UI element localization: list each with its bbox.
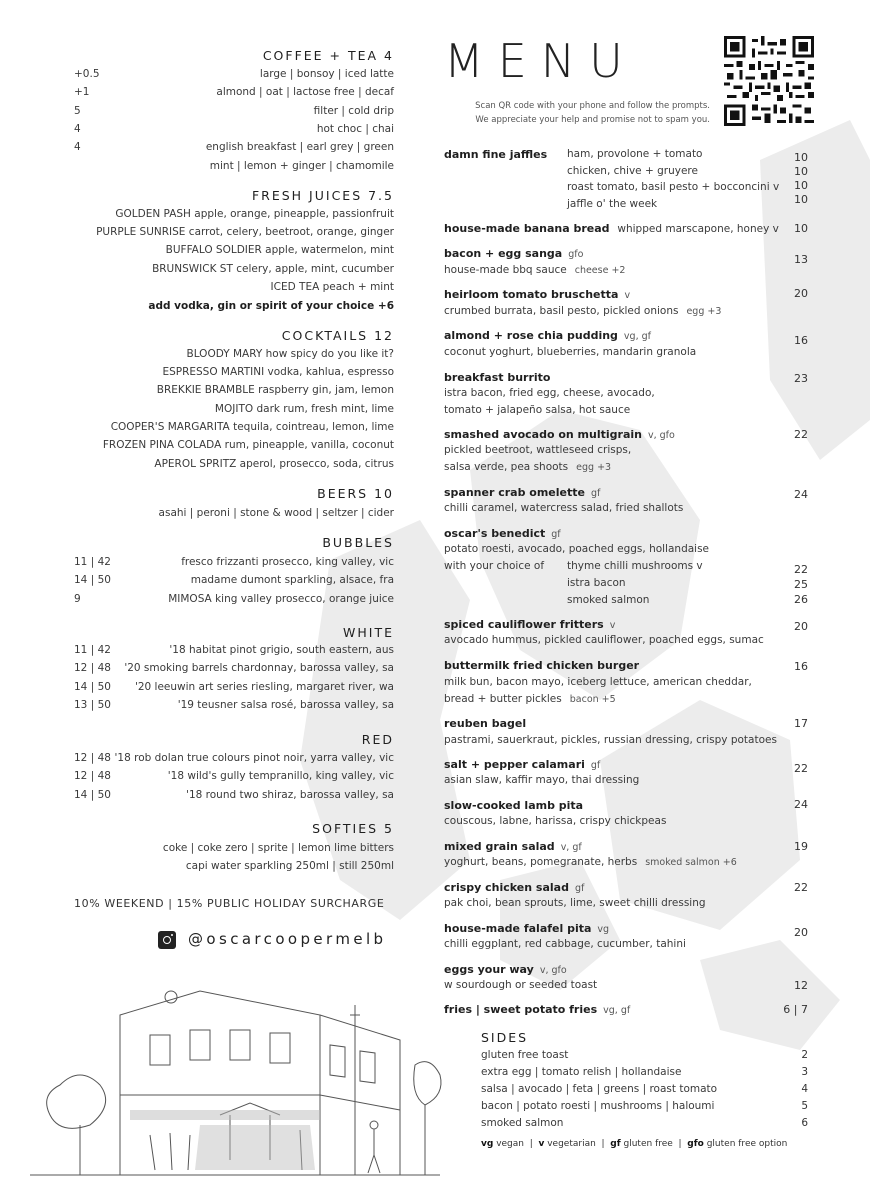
dish-falafel: [444, 922, 609, 935]
jaffle-option: roast tomato, basil pesto + bocconcini v: [567, 181, 780, 193]
cocktail-desc: tequila, cointreau, lemon, lime: [233, 421, 394, 433]
dish-avocado: [444, 428, 675, 441]
bubbles-row: [0, 556, 870, 574]
dish-addon: cheese +2: [574, 265, 626, 276]
juice-desc: peach + mint: [322, 281, 394, 293]
cocktail-row: [0, 439, 870, 457]
dish-desc: whipped marscapone, honey v: [617, 223, 779, 235]
dish-addon: egg +3: [686, 306, 722, 317]
dish-tag: gfo: [568, 249, 584, 260]
juice-desc: carrot, celery, beetroot, orange, ginger: [188, 226, 394, 238]
row-price: 4: [74, 123, 81, 135]
dish-tag: v, gf: [560, 842, 582, 853]
dish-addon: egg +3: [576, 462, 612, 473]
dish-price: 22: [794, 428, 808, 441]
row-items: hot choc | chai: [316, 123, 394, 135]
dish-tag: gf: [551, 529, 561, 540]
spirit-note-text: add vodka, gin or spirit of your choice +6: [148, 300, 394, 312]
juice-row: [0, 244, 870, 262]
row-items: filter | cold drip: [313, 105, 394, 117]
surcharge-note: 10% WEEKEND | 15% PUBLIC HOLIDAY SURCHARGE: [74, 897, 385, 910]
cocktail-name: BLOODY MARY: [186, 348, 263, 360]
dish-lamb: slow-cooked lamb pita: [444, 799, 584, 812]
dish-eggs: [444, 963, 567, 976]
beers-row: [0, 507, 870, 525]
row-items: english breakfast | earl grey | green: [205, 141, 394, 153]
dish-price: 12: [794, 979, 808, 992]
dish-desc: coconut yoghurt, blueberries, mandarin granola: [444, 346, 697, 358]
cocktail-row: [0, 384, 870, 402]
dish-desc: couscous, labne, harissa, crispy chickpeas: [444, 815, 667, 827]
qr-instruction: Scan QR code with your phone and follow the prompts.: [475, 101, 710, 111]
dish-desc: crumbed burrata, basil pesto, pickled onions: [444, 305, 679, 317]
dish-name: salt + pepper calamari: [444, 758, 585, 771]
dish-tag: gf: [590, 760, 601, 771]
softies-row: [0, 860, 870, 878]
red-row: [0, 770, 870, 788]
dish-desc-line: [444, 693, 616, 705]
side-price: 2: [801, 1049, 808, 1061]
dish-bagel: reuben bagel: [444, 717, 527, 730]
dish-price: 20: [794, 287, 808, 300]
dish-cauliflower: [444, 618, 615, 631]
legend-abbr: v: [538, 1139, 545, 1149]
row-items: '20 smoking barrels chardonnay, barossa valley, sa: [124, 662, 394, 674]
dish-name: house-made falafel pita: [444, 922, 592, 935]
row-items: fresco frizzanti prosecco, king valley, vic: [181, 556, 394, 568]
dish-tag: vg, gf: [603, 1005, 631, 1016]
row-price: 14 | 50: [74, 574, 111, 586]
dish-chia: [444, 329, 651, 342]
dish-tag: gf: [590, 488, 601, 499]
cocktail-desc: raspberry gin, jam, lemon: [258, 384, 394, 396]
jaffle-option: ham, provolone + tomato: [567, 148, 703, 160]
dish-fries: [444, 1003, 630, 1016]
cocktail-row: [0, 366, 870, 384]
juice-name: BRUNSWICK ST: [152, 263, 233, 275]
dish-desc: tomato + jalapeño salsa, hot sauce: [444, 404, 631, 416]
cocktail-name: MOJITO: [214, 403, 254, 415]
dish-price: 17: [794, 717, 808, 730]
qr-code[interactable]: [724, 36, 814, 126]
dish-benedict: [444, 527, 561, 540]
white-heading: WHITE: [343, 625, 394, 640]
side-row: smoked salmon: [481, 1117, 564, 1129]
dish-price: 10: [794, 222, 808, 235]
row-items: '19 teusner salsa rosé, barossa valley, sa: [177, 699, 394, 711]
dish-desc: chilli caramel, watercress salad, fried shallots: [444, 502, 684, 514]
qr-instruction: We appreciate your help and promise not to spam you.: [475, 115, 710, 125]
row-price: 11 | 42: [74, 556, 111, 568]
cocktail-row: [0, 458, 870, 476]
menu-title: MENU: [444, 34, 637, 88]
benedict-option: istra bacon: [567, 577, 626, 589]
dish-price: 22: [794, 563, 808, 576]
dish-name: oscar's benedict: [444, 527, 546, 540]
cocktail-name: ESPRESSO MARTINI: [162, 366, 265, 378]
dish-burrito: breakfast burrito: [444, 371, 551, 384]
cocktail-row: [0, 421, 870, 439]
legend-text: gluten free: [623, 1139, 673, 1149]
dish-desc: pastrami, sauerkraut, pickles, russian dressing, crispy potatoes: [444, 734, 777, 746]
legend-text: vegan: [496, 1139, 524, 1149]
dish-name: spiced cauliflower fritters: [444, 618, 604, 631]
dish-tag: v, gfo: [539, 965, 567, 976]
legend-abbr: gf: [610, 1139, 621, 1149]
cocktail-name: COOPER'S MARGARITA: [110, 421, 230, 433]
dish-price: 19: [794, 840, 808, 853]
row-price: 12 | 48: [74, 770, 111, 782]
dish-desc: istra bacon, fried egg, cheese, avocado,: [444, 387, 655, 399]
juice-desc: apple, orange, pineapple, passionfruit: [194, 208, 394, 220]
juice-row: [0, 263, 870, 281]
cocktail-row: [0, 403, 870, 421]
juice-desc: apple, watermelon, mint: [265, 244, 394, 256]
row-price: 14 | 50: [74, 681, 111, 693]
dish-price: 10: [794, 165, 808, 178]
bubbles-row: [0, 574, 870, 592]
juice-name: BUFFALO SOLDIER: [165, 244, 262, 256]
dish-desc: pickled beetroot, wattleseed crisps,: [444, 444, 632, 456]
dish-price: 24: [794, 488, 808, 501]
dish-burger: buttermilk fried chicken burger: [444, 659, 640, 672]
juice-name: PURPLE SUNRISE: [96, 226, 186, 238]
dish-price: 13: [794, 253, 808, 266]
side-price: 5: [801, 1100, 808, 1112]
cocktail-name: APEROL SPRITZ: [154, 458, 237, 470]
row-items: coke | coke zero | sprite | lemon lime bitters: [162, 842, 394, 854]
dish-price: 25: [794, 578, 808, 591]
dish-desc-line: [444, 264, 625, 276]
dish-sanga: [444, 247, 583, 260]
bubbles-row: [0, 593, 870, 611]
dish-desc: house-made bbq sauce: [444, 264, 567, 276]
cafe-building-illustration: [20, 985, 450, 1185]
row-items: madame dumont sparkling, alsace, fra: [190, 574, 394, 586]
dish-name: eggs your way: [444, 963, 534, 976]
legend-text: gluten free option: [706, 1139, 788, 1149]
dish-price: 10: [794, 193, 808, 206]
cocktail-desc: rum, pineapple, vanilla, coconut: [224, 439, 394, 451]
dish-name: almond + rose chia pudding: [444, 329, 618, 342]
cocktail-desc: dark rum, fresh mint, lime: [256, 403, 394, 415]
dish-desc: salsa verde, pea shoots: [444, 461, 569, 473]
row-price: +1: [74, 86, 90, 98]
dish-grain-salad: [444, 840, 582, 853]
row-items: large | bonsoy | iced latte: [259, 68, 394, 80]
red-heading: RED: [361, 732, 394, 747]
row-price: 4: [74, 141, 81, 153]
beers-items: asahi | peroni | stone & wood | seltzer | cider: [158, 507, 394, 519]
dish-name: heirloom tomato bruschetta: [444, 288, 619, 301]
white-row: [0, 699, 870, 717]
benedict-option: thyme chilli mushrooms v: [567, 560, 703, 572]
legend-text: vegetarian: [547, 1139, 596, 1149]
dish-name: fries | sweet potato fries: [444, 1003, 598, 1016]
juice-name: GOLDEN PASH: [115, 208, 191, 220]
row-price: +0.5: [74, 68, 100, 80]
dish-price: 16: [794, 660, 808, 673]
side-row: extra egg | tomato relish | hollandaise: [481, 1066, 682, 1078]
dish-name: spanner crab omelette: [444, 486, 585, 499]
dish-price: 20: [794, 620, 808, 633]
jaffle-option: jaffle o' the week: [567, 198, 658, 210]
dish-desc-line: [444, 856, 737, 868]
dish-name: mixed grain salad: [444, 840, 555, 853]
diet-legend: vg vegan | v vegetarian | gf gluten free | gfo gluten free option: [481, 1139, 788, 1149]
dish-bruschetta: [444, 288, 630, 301]
dish-tag: v: [609, 620, 616, 631]
dish-price: 22: [794, 762, 808, 775]
dish-desc: avocado hummus, pickled cauliflower, poached eggs, sumac: [444, 634, 764, 646]
row-items: '18 habitat pinot grigio, south eastern, aus: [169, 644, 394, 656]
white-row: [0, 644, 870, 662]
row-items: capi water sparkling 250ml | still 250ml: [185, 860, 394, 872]
juice-desc: celery, apple, mint, cucumber: [236, 263, 394, 275]
dish-tag: gf: [574, 883, 585, 894]
dish-jaffles: damn fine jaffles: [444, 148, 548, 161]
beers-heading: BEERS 10: [317, 486, 394, 501]
dish-desc-line: [444, 461, 611, 473]
dish-desc: pak choi, bean sprouts, lime, sweet chilli dressing: [444, 897, 706, 909]
side-price: 6: [801, 1117, 808, 1129]
dish-desc: yoghurt, beans, pomegranate, herbs: [444, 856, 638, 868]
row-items: '18 round two shiraz, barossa valley, sa: [186, 789, 394, 801]
red-row: [0, 789, 870, 807]
instagram-text: @oscarcoopermelb: [188, 930, 387, 948]
legend-abbr: vg: [481, 1139, 494, 1149]
cocktail-row: [0, 348, 870, 366]
instagram-icon: [158, 931, 176, 949]
dish-price: 23: [794, 372, 808, 385]
dish-tag: v: [624, 290, 631, 301]
side-row: salsa | avocado | feta | greens | roast tomato: [481, 1083, 718, 1095]
dish-price: 6 | 7: [783, 1003, 808, 1016]
dish-name: crispy chicken salad: [444, 881, 569, 894]
juice-row: [0, 281, 870, 299]
row-price: 12 | 48: [74, 752, 111, 764]
red-row: [0, 752, 870, 770]
dish-chicken-salad: [444, 881, 584, 894]
dish-price: 24: [794, 798, 808, 811]
cocktail-desc: how spicy do you like it?: [265, 348, 394, 360]
side-price: 3: [801, 1066, 808, 1078]
legend-abbr: gfo: [687, 1139, 704, 1149]
dish-desc: milk bun, bacon mayo, iceberg lettuce, american cheddar,: [444, 676, 752, 688]
row-items: '18 rob dolan true colours pinot noir, yarra valley, vic: [114, 752, 394, 764]
dish-desc: asian slaw, kaffir mayo, thai dressing: [444, 774, 640, 786]
row-price: 14 | 50: [74, 789, 111, 801]
juice-name: ICED TEA: [270, 281, 320, 293]
softies-row: [0, 842, 870, 860]
dish-name: smashed avocado on multigrain: [444, 428, 642, 441]
dish-price: 22: [794, 881, 808, 894]
row-price: 11 | 42: [74, 644, 111, 656]
dish-desc-line: [444, 305, 721, 317]
coffee-row: [0, 141, 870, 159]
juices-heading: FRESH JUICES 7.5: [251, 188, 394, 203]
row-items: MIMOSA king valley prosecco, orange juice: [168, 593, 394, 605]
softies-heading: SOFTIES 5: [312, 821, 394, 836]
dish-calamari: [444, 758, 600, 771]
dish-tag: v, gfo: [647, 430, 675, 441]
bubbles-heading: BUBBLES: [322, 535, 394, 550]
row-items: mint | lemon + ginger | chamomile: [209, 160, 394, 172]
dish-addon: smoked salmon +6: [645, 857, 737, 868]
benedict-choice-label: with your choice of: [444, 560, 545, 572]
side-row: bacon | potato roesti | mushrooms | haloumi: [481, 1100, 715, 1112]
coffee-row: [0, 160, 870, 178]
dish-desc: potato roesti, avocado, poached eggs, hollandaise: [444, 543, 710, 555]
juice-spirit-note: [0, 300, 870, 318]
sides-heading: SIDES: [481, 1030, 529, 1045]
side-price: 4: [801, 1083, 808, 1095]
dish-tag: vg, gf: [623, 331, 651, 342]
row-price: 13 | 50: [74, 699, 111, 711]
dish-name: bacon + egg sanga: [444, 247, 563, 260]
coffee-heading: COFFEE + TEA 4: [262, 48, 394, 63]
dish-desc: bread + butter pickles: [444, 693, 562, 705]
row-price: 5: [74, 105, 81, 117]
dish-price: 26: [794, 593, 808, 606]
dish-addon: bacon +5: [569, 694, 616, 705]
cocktail-name: FROZEN PINA COLADA: [102, 439, 222, 451]
cocktail-desc: aperol, prosecco, soda, citrus: [239, 458, 394, 470]
cocktail-name: BREKKIE BRAMBLE: [156, 384, 255, 396]
dish-desc: w sourdough or seeded toast: [444, 979, 598, 991]
dish-omelette: [444, 486, 600, 499]
benedict-option: smoked salmon: [567, 594, 650, 606]
jaffle-option: chicken, chive + gruyere: [567, 165, 698, 177]
dish-price: 10: [794, 179, 808, 192]
dish-name: house-made banana bread: [444, 222, 610, 235]
dish-desc: chilli eggplant, red cabbage, cucumber, tahini: [444, 938, 686, 950]
row-items: '18 wild's gully tempranillo, king valley, vic: [167, 770, 394, 782]
row-items: '20 leeuwin art series riesling, margaret river, wa: [134, 681, 394, 693]
cocktails-heading: COCKTAILS 12: [281, 328, 394, 343]
side-row: gluten free toast: [481, 1049, 569, 1061]
cocktail-desc: vodka, kahlua, espresso: [267, 366, 394, 378]
dish-banana-bread: [444, 222, 779, 235]
dish-price: 20: [794, 926, 808, 939]
row-price: 9: [74, 593, 81, 605]
row-items: almond | oat | lactose free | decaf: [216, 86, 394, 98]
dish-price: 16: [794, 334, 808, 347]
dish-price: 10: [794, 151, 808, 164]
dish-tag: vg: [597, 924, 610, 935]
row-price: 12 | 48: [74, 662, 111, 674]
